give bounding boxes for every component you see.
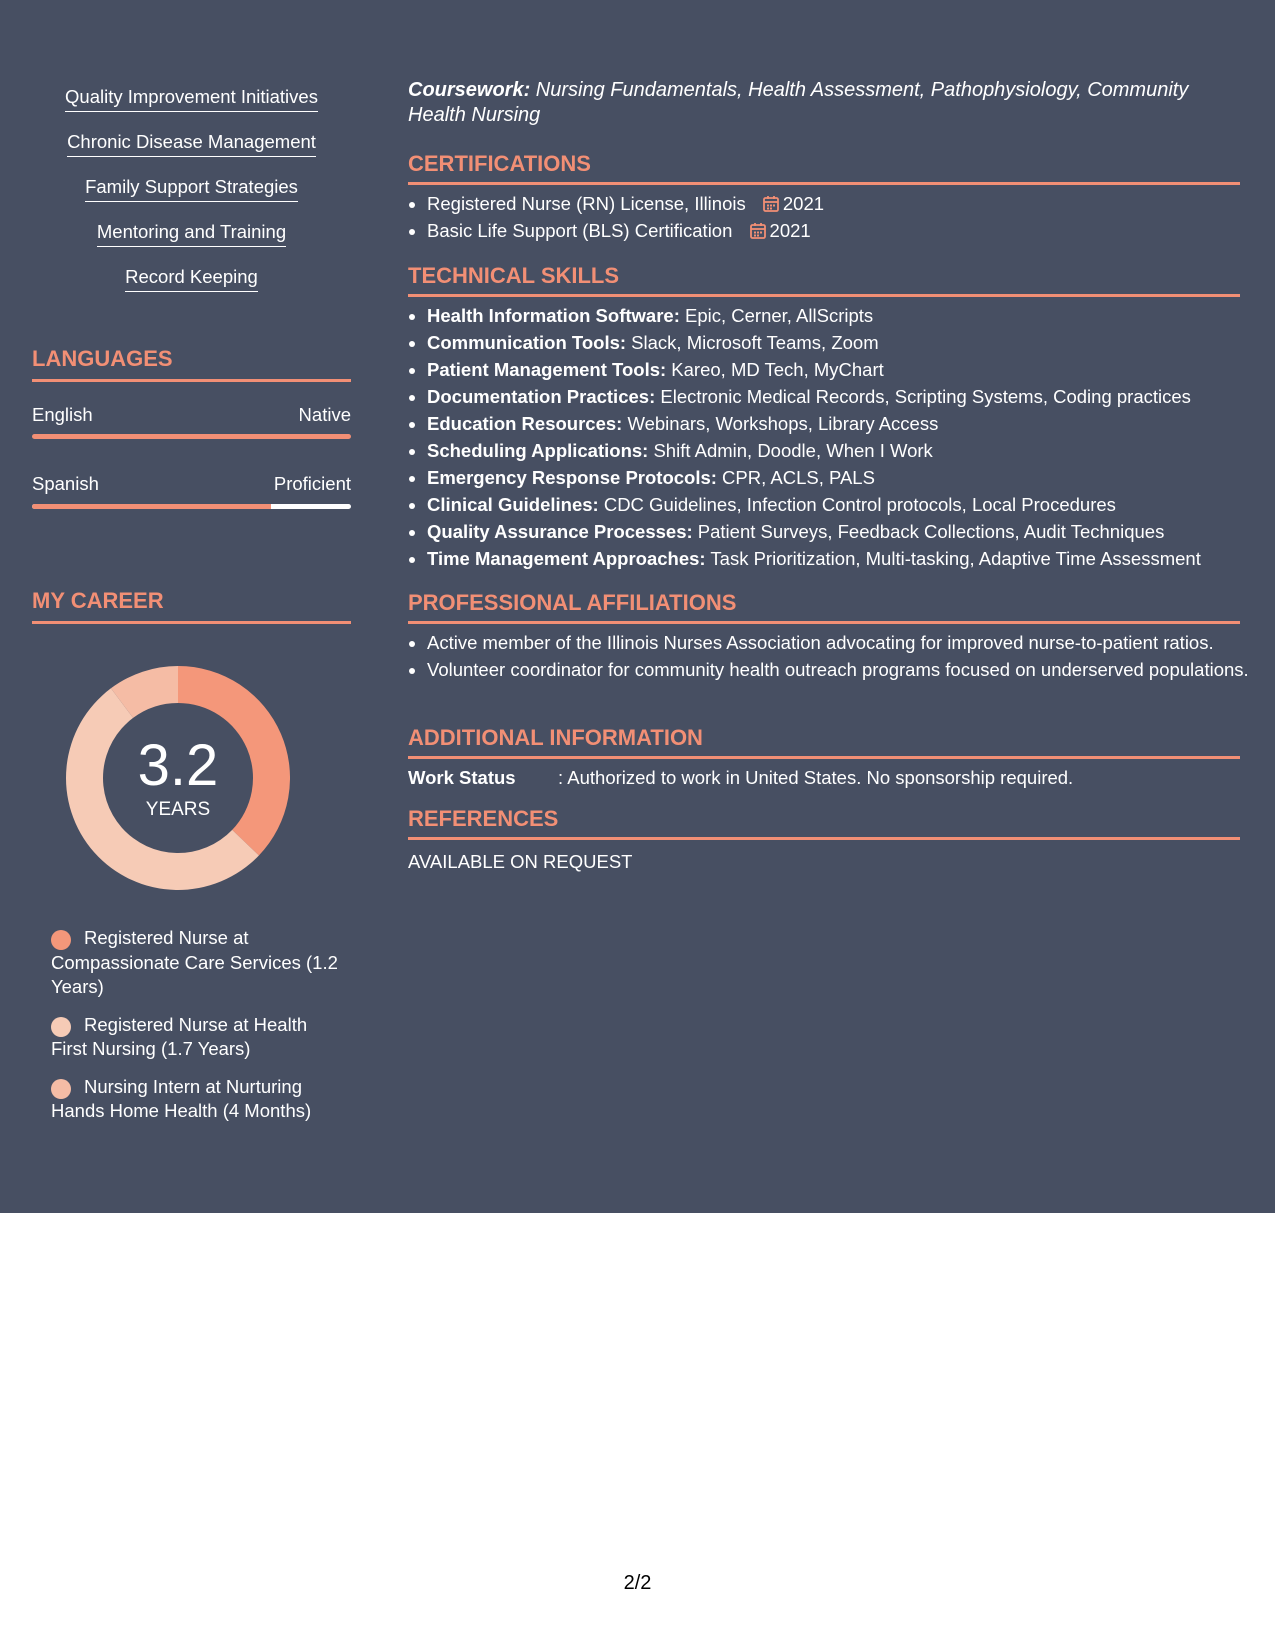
career-legend [51, 926, 341, 1137]
legend-dot-icon [51, 1079, 71, 1099]
language-level: Native [298, 404, 351, 425]
language-bar-fill [32, 504, 271, 509]
language-row-spanish [32, 473, 351, 495]
career-legend-item [51, 926, 341, 1000]
technical-skill-value: CPR, ACLS, PALS [716, 467, 875, 488]
technical-skill-label: Time Management Approaches: [427, 548, 706, 569]
technical-skill-label: Emergency Response Protocols: [427, 467, 717, 488]
certification-item [427, 217, 1259, 244]
technical-skill-item [427, 545, 1259, 572]
work-status-label: Work Status [408, 767, 516, 788]
technical-skill-value: Shift Admin, Doodle, When I Work [648, 440, 933, 461]
calendar-icon [750, 222, 766, 239]
skill-tag-label: Quality Improvement Initiatives [65, 86, 318, 112]
career-legend-label: Nursing Intern at Nurturing Hands Home Health (4 Months) [51, 1075, 312, 1121]
skill-tag [32, 131, 351, 176]
technical-skill-item [427, 356, 1259, 383]
languages-heading: LANGUAGES [32, 346, 351, 382]
affiliations-list [408, 630, 1259, 684]
technical-skill-value: Task Prioritization, Multi-tasking, Adaptive Time Assessment [705, 548, 1201, 569]
technical-skill-value: Slack, Microsoft Teams, Zoom [626, 332, 879, 353]
skills-list [32, 86, 351, 311]
technical-skill-label: Scheduling Applications: [427, 440, 649, 461]
skill-tag-label: Record Keeping [125, 266, 258, 292]
technical-skills-list [408, 302, 1259, 572]
coursework-text: Nursing Fundamentals, Health Assessment, Pathophysiology, Community Health Nursing [408, 79, 1189, 126]
certification-name: Registered Nurse (RN) License, Illinois [427, 193, 746, 214]
coursework-label: Coursework: [408, 79, 531, 101]
technical-skill-label: Clinical Guidelines: [427, 494, 599, 515]
technical-skills-heading: TECHNICAL SKILLS [408, 263, 1240, 297]
references-heading: REFERENCES [408, 806, 1240, 840]
language-bar-spanish [32, 504, 351, 509]
technical-skill-item [427, 302, 1259, 329]
language-name: Spanish [32, 473, 99, 494]
skill-tag [32, 221, 351, 266]
skill-tag [32, 86, 351, 131]
career-legend-label: Registered Nurse at Health First Nursing (1.7 Years) [51, 1013, 308, 1059]
certification-year: 2021 [782, 193, 825, 214]
career-heading: MY CAREER [32, 588, 351, 624]
certification-name: Basic Life Support (BLS) Certification [427, 220, 733, 241]
technical-skill-value: Webinars, Workshops, Library Access [622, 413, 939, 434]
technical-skill-label: Communication Tools: [427, 332, 627, 353]
work-status-value: : Authorized to work in United States. No sponsorship required. [558, 767, 1074, 788]
technical-skill-item [427, 437, 1259, 464]
skill-tag-label: Mentoring and Training [97, 221, 286, 247]
language-bar-english [32, 434, 351, 439]
affiliation-item: • Volunteer coordinator for community health outreach programs focused on underserved populations. [427, 657, 1259, 682]
career-legend-item [51, 1013, 341, 1062]
technical-skill-value: Electronic Medical Records, Scripting Systems, Coding practices [655, 386, 1191, 407]
technical-skill-label: Documentation Practices: [427, 386, 656, 407]
technical-skill-item [427, 491, 1259, 518]
language-level: Proficient [273, 473, 351, 494]
page-number: 2/2 [623, 1572, 652, 1594]
affiliation-item: • Active member of the Illinois Nurses Association advocating for improved nurse-to-patient ratios. [427, 630, 1259, 655]
skill-tag [32, 176, 351, 221]
technical-skill-value: Epic, Cerner, AllScripts [679, 305, 874, 326]
certifications-list [408, 190, 1259, 244]
language-name: English [32, 404, 93, 425]
technical-skill-item [427, 464, 1259, 491]
career-legend-label: Registered Nurse at Compassionate Care Services (1.2 Years) [51, 927, 338, 997]
career-total-unit: YEARS [145, 799, 211, 820]
references-text: AVAILABLE ON REQUEST [408, 851, 633, 872]
technical-skill-label: Patient Management Tools: [427, 359, 667, 380]
technical-skill-item [427, 518, 1259, 545]
technical-skill-value: Patient Surveys, Feedback Collections, Audit Techniques [692, 521, 1165, 542]
skill-tag-label: Family Support Strategies [85, 176, 298, 202]
technical-skill-label: Health Information Software: [427, 305, 680, 326]
legend-dot-icon [51, 1017, 71, 1037]
technical-skill-value: Kareo, MD Tech, MyChart [666, 359, 884, 380]
legend-dot-icon [51, 930, 71, 950]
language-row-english [32, 404, 351, 426]
certifications-heading: CERTIFICATIONS [408, 151, 1240, 185]
technical-skill-label: Quality Assurance Processes: [427, 521, 693, 542]
career-legend-item [51, 1075, 341, 1124]
skill-tag [32, 266, 351, 311]
certification-year: 2021 [769, 220, 811, 241]
additional-info-heading: ADDITIONAL INFORMATION [408, 725, 1240, 759]
calendar-icon [763, 195, 779, 212]
skill-tag-label: Chronic Disease Management [67, 131, 316, 157]
technical-skill-item [427, 410, 1259, 437]
coursework [408, 78, 1228, 128]
certification-item [427, 190, 1259, 217]
affiliations-heading: PROFESSIONAL AFFILIATIONS [408, 590, 1240, 624]
technical-skill-item [427, 329, 1259, 356]
work-status-row [408, 767, 1073, 789]
language-bar-fill [32, 434, 351, 439]
technical-skill-item [427, 383, 1259, 410]
technical-skill-label: Education Resources: [427, 413, 623, 434]
technical-skill-value: CDC Guidelines, Infection Control protocols, Local Procedures [598, 494, 1116, 515]
career-total-years: 3.2 [137, 733, 219, 798]
